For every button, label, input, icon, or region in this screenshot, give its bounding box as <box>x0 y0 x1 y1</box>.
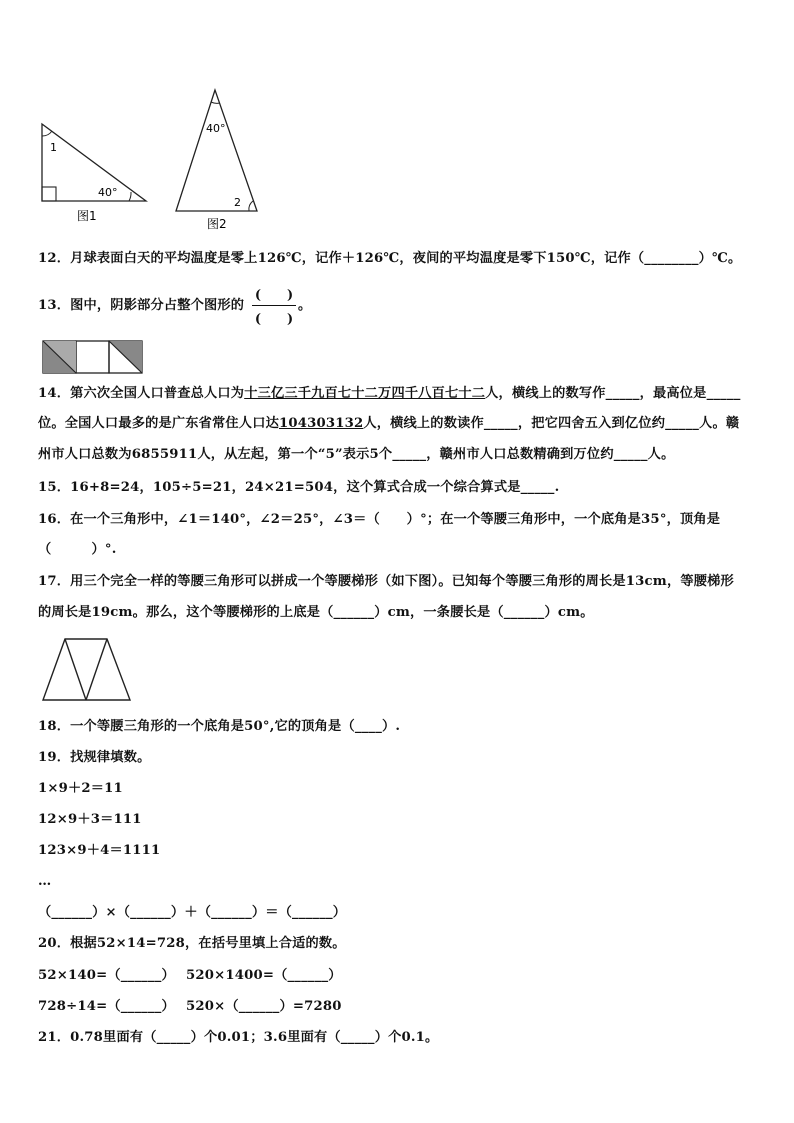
question-17-line-1: 17．用三个完全一样的等腰三角形可以拼成一个等腰梯形（如下图）。已知每个等腰三角形的周长是13cm，等腰梯形 <box>38 574 734 589</box>
question-18: 18．一个等腰三角形的一个底角是50°,它的顶角是（____）. <box>38 719 401 734</box>
question-14-underlined-number: 104303132 <box>278 416 364 431</box>
question-20-item-c: 728÷14=（______） <box>38 999 175 1014</box>
question-14-text-d: 人，横线上的数读作_____，把它四舍五入到亿位约_____人。赣 <box>363 416 740 431</box>
question-13-text: 13．图中，阴影部分占整个图形的 <box>38 298 245 313</box>
question-20-item-a: 52×140=（______） <box>38 968 175 983</box>
fraction-numerator: ( ) <box>254 288 294 303</box>
question-16-line-2: （ ）°. <box>38 542 117 557</box>
question-14-text-a: 14．第六次全国人口普查总人口为 <box>38 386 245 401</box>
question-14-underlined-number-words: 十三亿三千九百七十二万四千八百七十二 <box>244 386 486 401</box>
question-17-line-2: 的周长是19cm。那么，这个等腰梯形的上底是（______）cm，一条腰长是（______）cm。 <box>38 605 594 620</box>
fig1-caption: 图1 <box>77 209 97 223</box>
fig1-angle-40-label: 40° <box>98 186 118 199</box>
fraction-bar <box>252 305 296 306</box>
question-19-title: 19．找规律填数。 <box>38 750 151 765</box>
question-12: 12．月球表面白天的平均温度是零上126℃，记作＋126℃，夜间的平均温度是零下150℃，记作（________）℃。 <box>38 251 742 266</box>
figure-1-right-triangle <box>36 118 156 226</box>
question-13-end: 。 <box>298 298 312 313</box>
fraction-denominator: ( ) <box>254 312 294 327</box>
question-19-row-1: 1×9＋2＝11 <box>38 781 123 796</box>
fig2-angle-2-label: 2 <box>234 196 241 209</box>
fig2-angle-40-label: 40° <box>206 122 226 135</box>
question-21: 21．0.78里面有（_____）个0.01；3.6里面有（_____）个0.1。 <box>38 1030 439 1045</box>
isosceles-trapezoid-figure <box>40 636 134 704</box>
question-19-blank-row: （______）×（______）＋（______）＝（______） <box>38 905 347 920</box>
question-15: 15．16+8=24，105÷5=21，24×21=504，这个算式合成一个综合算式是_____. <box>38 480 560 495</box>
fig1-angle-1-label: 1 <box>50 141 57 154</box>
question-14-line-1 <box>38 386 741 402</box>
question-13-fraction <box>252 284 296 327</box>
question-20-item-b: 520×1400=（______） <box>186 968 342 983</box>
question-19-row-2: 12×9＋3＝111 <box>38 812 142 827</box>
question-14-text-c: 位。全国人口最多的是广东省常住人口达 <box>38 416 279 431</box>
shaded-squares-figure <box>42 340 144 374</box>
question-20-item-d: 520×（______）=7280 <box>186 999 342 1014</box>
question-20-title: 20．根据52×14=728，在括号里填上合适的数。 <box>38 936 346 951</box>
question-14-line-3: 州市人口总数为6855911人，从左起，第一个“5”表示5个_____，赣州市人口总数精确到万位约_____人。 <box>38 447 675 462</box>
question-16-line-1: 16．在一个三角形中，∠1＝140°，∠2＝25°，∠3＝（ ）°；在一个等腰三角形中，一个底角是35°，顶角是 <box>38 512 721 527</box>
question-19-row-3: 123×9＋4＝1111 <box>38 843 161 858</box>
figure-2-isosceles-triangle <box>170 86 265 234</box>
question-14-line-2 <box>38 416 739 432</box>
fig2-caption: 图2 <box>207 217 227 231</box>
question-19-ellipsis: … <box>38 874 52 889</box>
question-14-text-b: 人，横线上的数写作_____，最高位是_____ <box>485 386 741 401</box>
question-13 <box>38 298 244 314</box>
